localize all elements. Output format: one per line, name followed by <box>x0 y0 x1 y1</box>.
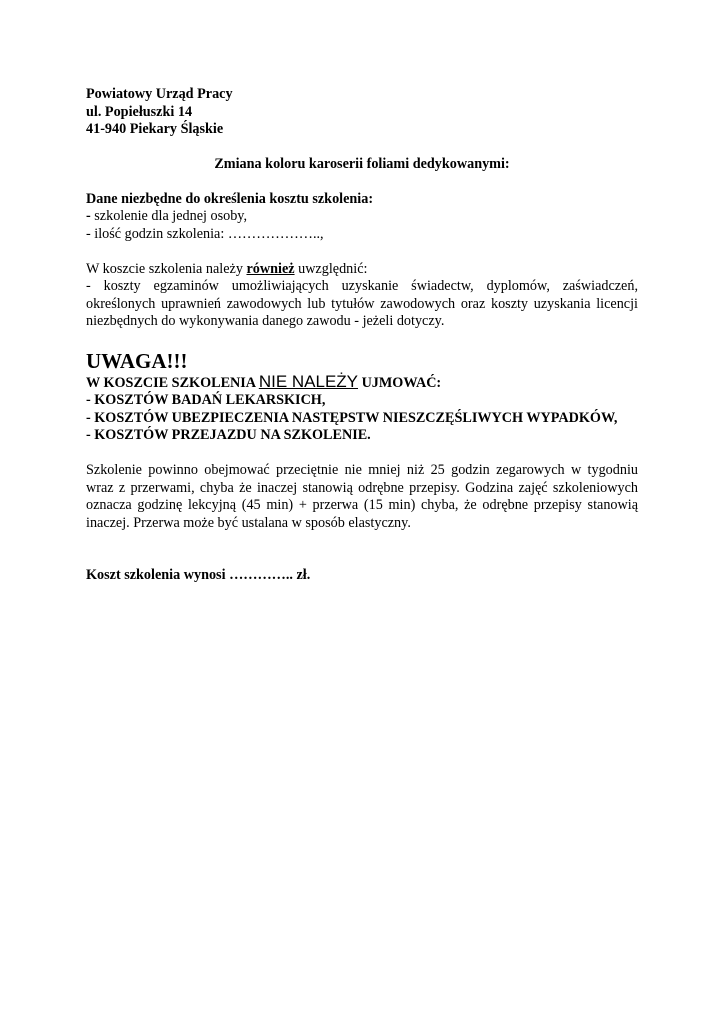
warning-line-emphasis: NIE NALEŻY <box>258 371 359 391</box>
include-section <box>86 261 638 331</box>
include-intro-emphasis: również <box>246 260 295 277</box>
warning-line-before: W KOSZCIE SZKOLENIA <box>86 374 259 391</box>
warning-section <box>86 373 638 445</box>
required-data-item-1 <box>86 208 638 226</box>
include-text: - koszty egzaminów umożliwiających uzyskanie świadectw, dyplomów, zaświadczeń, określonych uprawnień zawodowych lub tytułów zawodowych oraz koszty uzyskania licencji niezbędnych do wykonywania danego zawodu - jeżeli dotyczy. <box>86 278 638 329</box>
cost-line: Koszt szkolenia wynosi ………….. zł. <box>86 567 311 583</box>
warning-item-2: - KOSZTÓW UBEZPIECZENIA NASTĘPSTW NIESZCZĘŚLIWYCH WYPADKÓW, <box>86 409 618 426</box>
warning-heading: UWAGA!!! <box>86 348 188 373</box>
include-intro-after: uwzględnić: <box>294 260 368 277</box>
warning-line-after: UJMOWAĆ: <box>358 374 442 391</box>
address-line-1: Powiatowy Urząd Pracy <box>86 86 233 102</box>
item-1-dash: - <box>86 208 91 224</box>
required-data-heading: Dane niezbędne do określenia kosztu szkolenia: <box>86 190 374 207</box>
required-data-item-2: - ilość godzin szkolenia: ……………….., <box>86 225 324 242</box>
warning-line <box>86 373 638 393</box>
address-line-3: 41-940 Piekary Śląskie <box>86 121 224 137</box>
document-page <box>86 86 638 585</box>
address-line-2: ul. Popiełuszki 14 <box>86 103 193 120</box>
item-1-text: szkolenie dla jednej osoby, <box>90 208 248 224</box>
include-intro-before: W koszcie szkolenia należy <box>86 260 247 277</box>
training-rule-paragraph: Szkolenie powinno obejmować przeciętnie nie mniej niż 25 godzin zegarowych w tygodniu wraz z przerwami, chyba że inaczej stanowią odrębne przepisy. Godzina zajęć szkoleniowych oznacza godzinę lekcyjną (45 min) + przerwa (15 min) chyba, że odrębne przepisy stanowią inaczej. Przerwa może być ustalana w sposób elastyczny. <box>86 462 638 531</box>
warning-item-1: - KOSZTÓW BADAŃ LEKARSKICH, <box>86 392 326 408</box>
include-intro <box>86 261 638 279</box>
document-title: Zmiana koloru karoserii foliami dedykowanymi: <box>214 155 510 172</box>
office-address <box>86 86 638 139</box>
warning-item-3: - KOSZTÓW PRZEJAZDU NA SZKOLENIE. <box>86 427 371 443</box>
required-data-section <box>86 191 638 244</box>
